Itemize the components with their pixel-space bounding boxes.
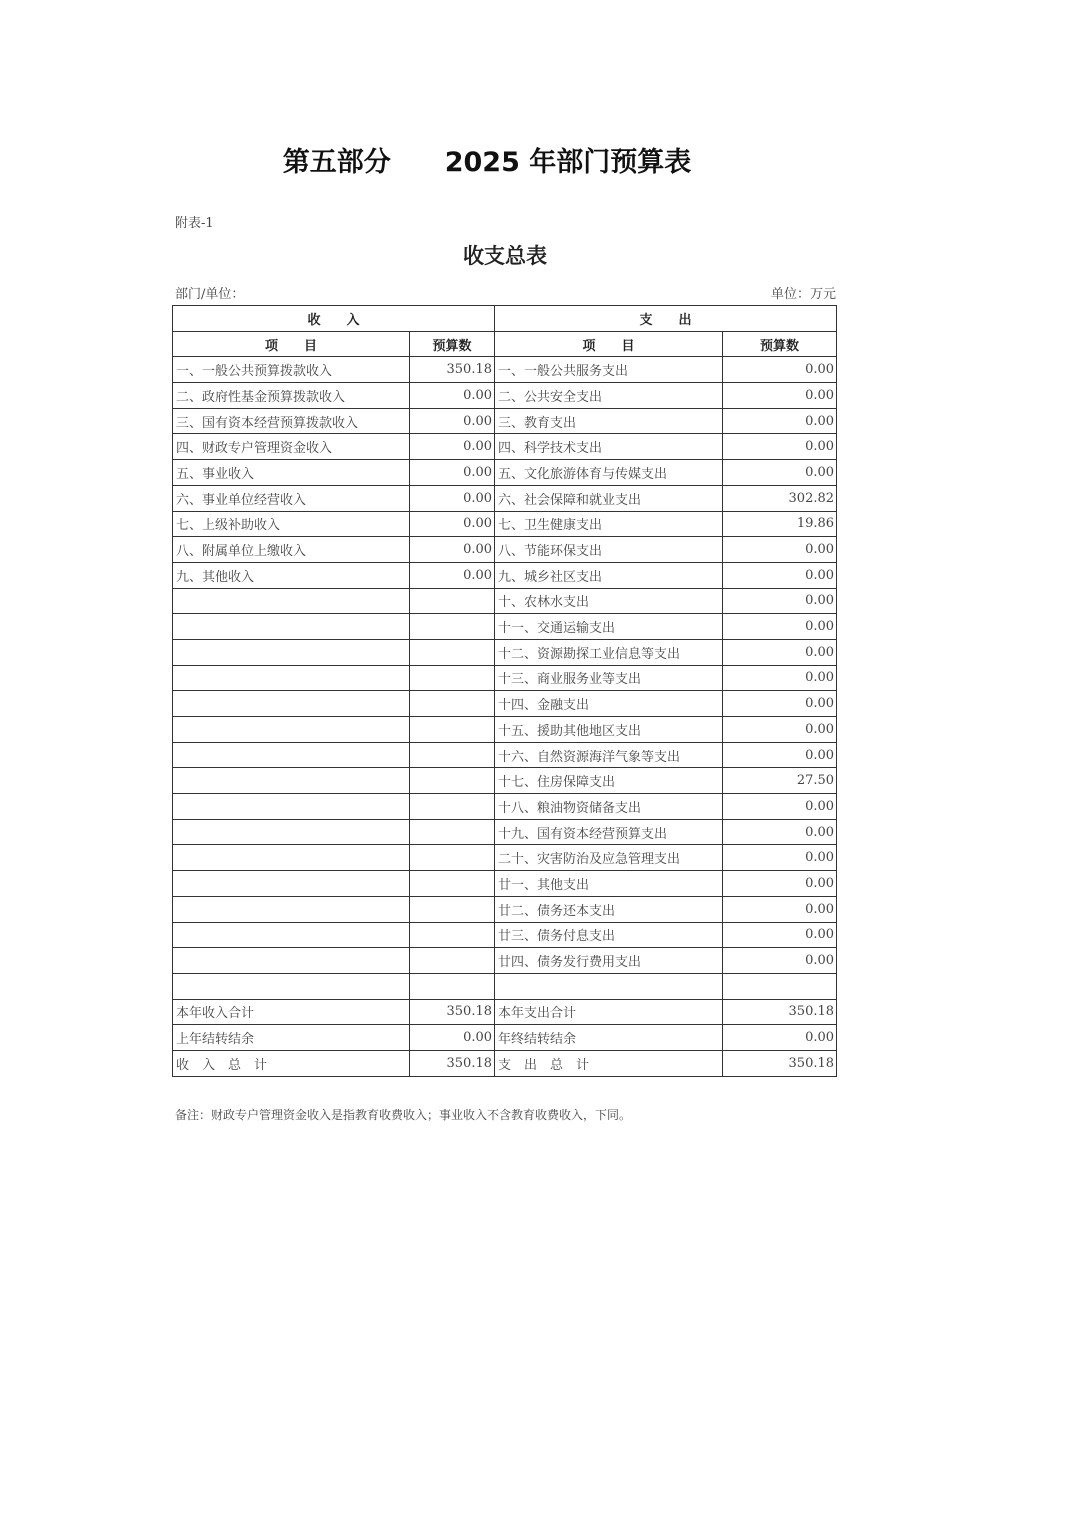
table-title: 收支总表 <box>463 244 547 268</box>
expense-item-cell: 十、农林水支出 <box>495 588 723 614</box>
expense-item-cell: 十七、住房保障支出 <box>495 768 723 794</box>
expense-amount-cell <box>723 973 837 999</box>
income-amount-cell <box>410 665 495 691</box>
income-amount-cell <box>410 948 495 974</box>
table-row <box>173 562 837 588</box>
expense-item-cell: 九、城乡社区支出 <box>495 562 723 588</box>
expense-item-cell: 廿四、债务发行费用支出 <box>495 948 723 974</box>
expense-item-cell: 廿一、其他支出 <box>495 871 723 897</box>
table-row <box>173 485 837 511</box>
table-row <box>173 639 837 665</box>
income-amount-cell <box>410 922 495 948</box>
expense-item-cell: 十九、国有资本经营预算支出 <box>495 819 723 845</box>
income-amount-cell <box>410 871 495 897</box>
expense-amount-cell: 0.00 <box>723 357 837 383</box>
expense-item-cell: 六、社会保障和就业支出 <box>495 485 723 511</box>
expense-item-cell: 二十、灾害防治及应急管理支出 <box>495 845 723 871</box>
expense-item-cell: 五、文化旅游体育与传媒支出 <box>495 460 723 486</box>
income-item-cell <box>173 665 410 691</box>
page-title: 第五部分 2025 年部门预算表 <box>282 147 692 178</box>
expense-item-cell: 十三、商业服务业等支出 <box>495 665 723 691</box>
expense-amount-cell: 350.18 <box>723 1050 837 1076</box>
expense-item-cell: 一、一般公共服务支出 <box>495 357 723 383</box>
expense-amount-cell: 0.00 <box>723 408 837 434</box>
income-amount-cell: 0.00 <box>410 485 495 511</box>
expense-amount-cell: 0.00 <box>723 639 837 665</box>
expense-item-cell: 廿三、债务付息支出 <box>495 922 723 948</box>
table-row <box>173 896 837 922</box>
expense-amount-cell: 0.00 <box>723 665 837 691</box>
table-row <box>173 1025 837 1051</box>
income-item-cell: 二、政府性基金预算拨款收入 <box>173 383 410 409</box>
table-row <box>173 819 837 845</box>
expense-amount-cell: 0.00 <box>723 896 837 922</box>
expense-amount-cell: 0.00 <box>723 871 837 897</box>
expense-item-cell: 三、教育支出 <box>495 408 723 434</box>
expense-amount-cell: 0.00 <box>723 948 837 974</box>
income-amount-cell: 350.18 <box>410 1050 495 1076</box>
income-amount-cell <box>410 819 495 845</box>
income-item-cell <box>173 871 410 897</box>
income-item-cell <box>173 819 410 845</box>
table-row <box>173 794 837 820</box>
expense-amount-cell: 0.00 <box>723 819 837 845</box>
expense-amount-cell: 0.00 <box>723 794 837 820</box>
income-item-cell <box>173 794 410 820</box>
annex-label: 附表-1 <box>175 216 214 231</box>
income-amount-cell <box>410 588 495 614</box>
table-row <box>173 742 837 768</box>
income-item-cell <box>173 845 410 871</box>
income-item-cell <box>173 614 410 640</box>
income-amount-cell <box>410 768 495 794</box>
expense-amount-cell: 0.00 <box>723 717 837 743</box>
income-item-cell: 九、其他收入 <box>173 562 410 588</box>
expense-amount-cell: 0.00 <box>723 691 837 717</box>
income-item-cell: 八、附属单位上缴收入 <box>173 537 410 563</box>
income-item-cell <box>173 768 410 794</box>
table-row <box>173 614 837 640</box>
table-row <box>173 588 837 614</box>
income-amount-cell <box>410 896 495 922</box>
expense-header: 支 出 <box>495 306 837 332</box>
income-amount-cell <box>410 614 495 640</box>
income-amount-cell <box>410 794 495 820</box>
income-amount-cell: 350.18 <box>410 357 495 383</box>
expense-item-cell: 十五、援助其他地区支出 <box>495 717 723 743</box>
income-amount-cell: 0.00 <box>410 434 495 460</box>
table-row <box>173 1050 837 1076</box>
income-amount-cell: 0.00 <box>410 562 495 588</box>
expense-item-cell: 十六、自然资源海洋气象等支出 <box>495 742 723 768</box>
income-item-cell <box>173 973 410 999</box>
table-row <box>173 665 837 691</box>
footnote: 备注：财政专户管理资金收入是指教育收费收入；事业收入不含教育收费收入，下同。 <box>175 1108 632 1122</box>
income-amount-cell: 0.00 <box>410 537 495 563</box>
income-amount-cell <box>410 973 495 999</box>
table-row <box>173 434 837 460</box>
income-amount-cell: 0.00 <box>410 511 495 537</box>
expense-item-cell: 十四、金融支出 <box>495 691 723 717</box>
table-row <box>173 871 837 897</box>
expense-item-cell: 廿二、债务还本支出 <box>495 896 723 922</box>
table-row <box>173 511 837 537</box>
income-amount-cell <box>410 742 495 768</box>
expense-item-cell: 本年支出合计 <box>495 999 723 1025</box>
income-item-cell <box>173 922 410 948</box>
income-item-cell <box>173 717 410 743</box>
income-amount-cell <box>410 845 495 871</box>
expense-amount-cell: 0.00 <box>723 1025 837 1051</box>
income-amount-cell <box>410 717 495 743</box>
table-row <box>173 768 837 794</box>
income-item-cell: 六、事业单位经营收入 <box>173 485 410 511</box>
table-row <box>173 922 837 948</box>
expense-item-cell: 十八、粮油物资储备支出 <box>495 794 723 820</box>
expense-amount-cell: 302.82 <box>723 485 837 511</box>
income-item-cell: 五、事业收入 <box>173 460 410 486</box>
table-row <box>173 383 837 409</box>
table-row <box>173 691 837 717</box>
budget-table <box>172 305 837 1077</box>
income-amount-cell: 350.18 <box>410 999 495 1025</box>
expense-item-cell: 四、科学技术支出 <box>495 434 723 460</box>
header-row-group <box>173 306 837 332</box>
income-amount-cell: 0.00 <box>410 408 495 434</box>
income-item-cell: 三、国有资本经营预算拨款收入 <box>173 408 410 434</box>
income-item-cell <box>173 948 410 974</box>
income-item-cell: 收 入 总 计 <box>173 1050 410 1076</box>
income-amount-cell: 0.00 <box>410 460 495 486</box>
income-item-cell <box>173 639 410 665</box>
income-amount-cell: 0.00 <box>410 383 495 409</box>
income-item-cell <box>173 588 410 614</box>
table-row <box>173 948 837 974</box>
income-item-cell <box>173 691 410 717</box>
expense-amount-cell: 0.00 <box>723 922 837 948</box>
expense-item-cell: 八、节能环保支出 <box>495 537 723 563</box>
income-amount-cell: 0.00 <box>410 1025 495 1051</box>
unit-label: 单位：万元 <box>770 287 836 302</box>
expense-item-cell: 二、公共安全支出 <box>495 383 723 409</box>
table-row <box>173 460 837 486</box>
income-header: 收 入 <box>173 306 495 332</box>
expense-amount-cell: 0.00 <box>723 845 837 871</box>
table-row <box>173 408 837 434</box>
expense-item-cell: 支 出 总 计 <box>495 1050 723 1076</box>
table-row <box>173 999 837 1025</box>
income-item-cell <box>173 742 410 768</box>
department-label: 部门/单位： <box>175 287 245 302</box>
expense-item-cell <box>495 973 723 999</box>
expense-amount-cell: 27.50 <box>723 768 837 794</box>
expense-item-cell: 十一、交通运输支出 <box>495 614 723 640</box>
income-item-cell: 本年收入合计 <box>173 999 410 1025</box>
expense-item-header: 项 目 <box>495 331 723 357</box>
income-amount-cell <box>410 691 495 717</box>
expense-amount-cell: 0.00 <box>723 588 837 614</box>
expense-amount-cell: 0.00 <box>723 460 837 486</box>
expense-amount-cell: 350.18 <box>723 999 837 1025</box>
expense-amount-cell: 0.00 <box>723 434 837 460</box>
expense-amount-cell: 19.86 <box>723 511 837 537</box>
expense-item-cell: 年终结转结余 <box>495 1025 723 1051</box>
income-item-cell: 四、财政专户管理资金收入 <box>173 434 410 460</box>
table-row <box>173 537 837 563</box>
expense-amount-header: 预算数 <box>723 331 837 357</box>
income-amount-cell <box>410 639 495 665</box>
table-row <box>173 845 837 871</box>
income-item-cell: 一、一般公共预算拨款收入 <box>173 357 410 383</box>
table-row <box>173 973 837 999</box>
expense-amount-cell: 0.00 <box>723 742 837 768</box>
expense-item-cell: 十二、资源勘探工业信息等支出 <box>495 639 723 665</box>
header-row-columns <box>173 331 837 357</box>
income-item-cell <box>173 896 410 922</box>
table-row <box>173 717 837 743</box>
expense-amount-cell: 0.00 <box>723 614 837 640</box>
income-item-header: 项 目 <box>173 331 410 357</box>
income-amount-header: 预算数 <box>410 331 495 357</box>
expense-amount-cell: 0.00 <box>723 383 837 409</box>
expense-item-cell: 七、卫生健康支出 <box>495 511 723 537</box>
income-item-cell: 七、上级补助收入 <box>173 511 410 537</box>
expense-amount-cell: 0.00 <box>723 537 837 563</box>
income-item-cell: 上年结转结余 <box>173 1025 410 1051</box>
expense-amount-cell: 0.00 <box>723 562 837 588</box>
budget-table-body <box>173 357 837 1076</box>
table-row <box>173 357 837 383</box>
